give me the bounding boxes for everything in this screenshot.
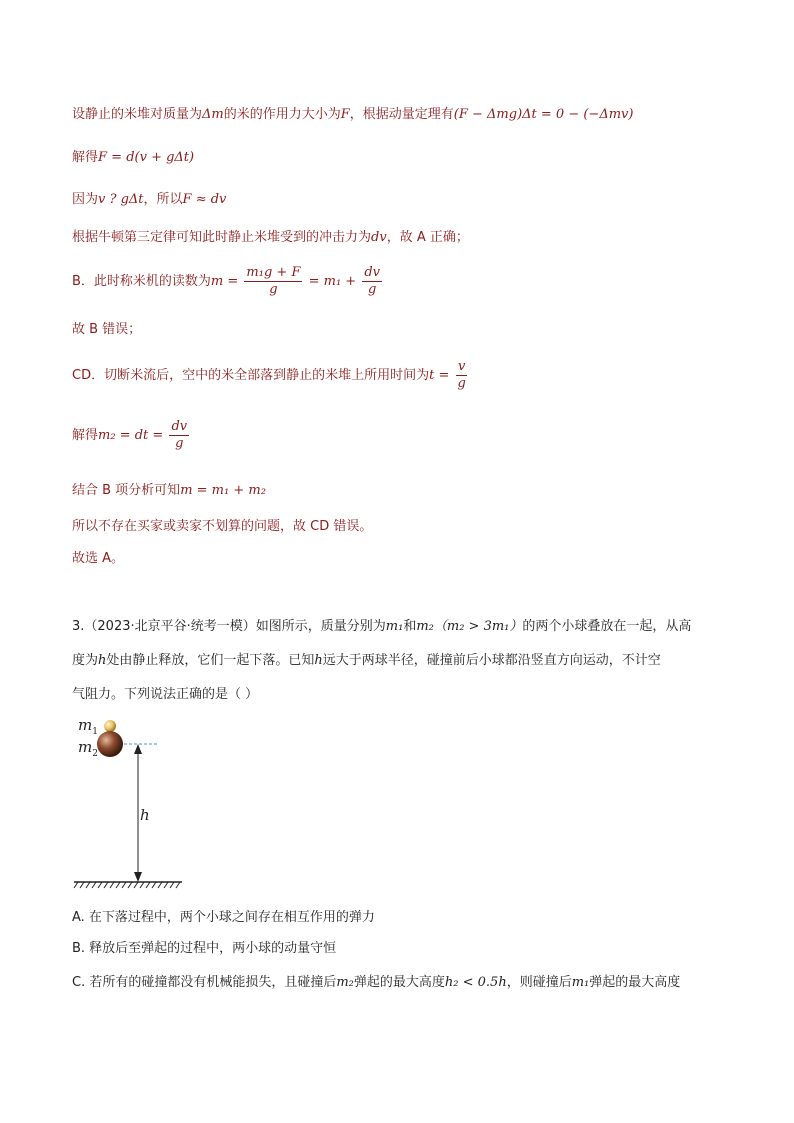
text: ，所以 [143,192,183,207]
text: 所以不存在买家或卖家不划算的问题，故 CD 错误。 [72,519,373,534]
arrow-head-down [134,872,142,882]
math: F [340,107,350,122]
math: (F − Δmg)Δt = 0 − (−Δmv) [453,107,634,122]
text: 3.（2023·北京平谷·统考一模）如图所示，质量分别为 [72,619,386,634]
denominator: g [457,376,466,391]
math: h [314,653,323,668]
solution-line-4 [72,229,734,247]
text: 设静止的米堆对质量为 [72,107,203,122]
text: 故 B 错误； [72,322,142,337]
fraction [362,265,382,298]
math: = m₁ + [308,274,357,289]
text: C. 若所有的碰撞都没有机械能损失，且碰撞后 [72,975,337,990]
text: ，则碰撞后 [506,975,572,990]
math: m₂ = dt = [98,428,164,443]
text: 根据牛顿第三定律可知此时静止米堆受到的冲击力为 [72,230,372,245]
text: 解得 [72,150,99,165]
fraction [169,419,189,452]
ground-hatch [74,882,180,888]
text: ，故 A 正确； [386,230,469,245]
text: 的米的作用力大小为 [223,107,341,122]
numerator: dv [171,419,188,434]
option-c[interactable] [72,971,680,990]
question-line-3 [72,686,734,704]
math: t = [429,368,450,383]
math: （m₂ > 3m₁） [433,619,523,634]
question-line-2 [72,652,734,670]
text: 气阻力。下列说法正确的是（ ） [72,687,259,702]
denominator: g [269,282,278,297]
label-m2: $m_2$ [78,738,98,759]
solution-line-1 [72,106,734,124]
small-ball [104,720,116,732]
denominator: g [368,282,377,297]
math: m = [210,274,239,289]
large-ball [97,731,123,757]
solution-line-7 [72,358,734,394]
math: m₂ [416,619,434,634]
math: h [98,653,107,668]
text: 弹起的最大高度 [353,975,445,990]
solution-line-3 [72,191,734,209]
arrow-head-up [134,744,142,754]
solution-line-8 [72,418,734,454]
solution-line-10 [72,518,734,536]
math: dv [371,230,387,245]
solution-line-9 [72,482,734,500]
math: m₁ [571,975,590,990]
math: m₁ [385,619,404,634]
text: ，根据动量定理有 [349,107,454,122]
option-b-text: B. 释放后至弹起的过程中，两小球的动量守恒 [72,941,337,956]
fraction [244,265,302,298]
label-m1: $m_1$ [78,716,98,737]
math: F ≈ dv [182,192,227,207]
math: m = m₁ + m₂ [180,483,266,498]
text: 远大于两球半径，碰撞前后小球都沿竖直方向运动，不计空 [322,653,661,668]
math: Δm [202,107,224,122]
text: CD．切断米流后，空中的米全部落到静止的米堆上所用时间为 [72,368,430,383]
question-line-1 [72,618,734,636]
text: 故选 A。 [72,551,125,566]
text: B．此时称米机的读数为 [72,274,211,289]
text: 结合 B 项分析可知 [72,483,181,498]
solution-line-6 [72,321,734,339]
text: 弹起的最大高度 [589,975,681,990]
math: v ? gΔt [98,192,144,207]
text: 度为 [72,653,99,668]
solution-line-11 [72,550,734,568]
math: F = d(v + gΔt) [98,150,195,165]
option-a[interactable] [72,906,375,925]
text: 因为 [72,192,99,207]
figure-svg [72,710,202,890]
math: m₂ [336,975,354,990]
option-a-text: A. 在下落过程中，两个小球之间存在相互作用的弹力 [72,910,375,925]
numerator: m₁g + F [246,265,301,280]
text: 和 [403,619,417,634]
figure-balls-drop [72,710,202,890]
solution-line-5 [72,264,734,300]
fraction [455,359,467,392]
denominator: g [175,436,184,451]
solution-line-2 [72,149,734,167]
numerator: v [457,359,466,374]
text: 处由静止释放，它们一起下落。已知 [106,653,315,668]
text: 的两个小球叠放在一起，从高 [522,619,692,634]
option-b[interactable] [72,937,336,956]
math: h₂ < 0.5h [444,975,507,990]
text: 解得 [72,428,99,443]
label-h: h [140,806,150,824]
numerator: dv [364,265,381,280]
